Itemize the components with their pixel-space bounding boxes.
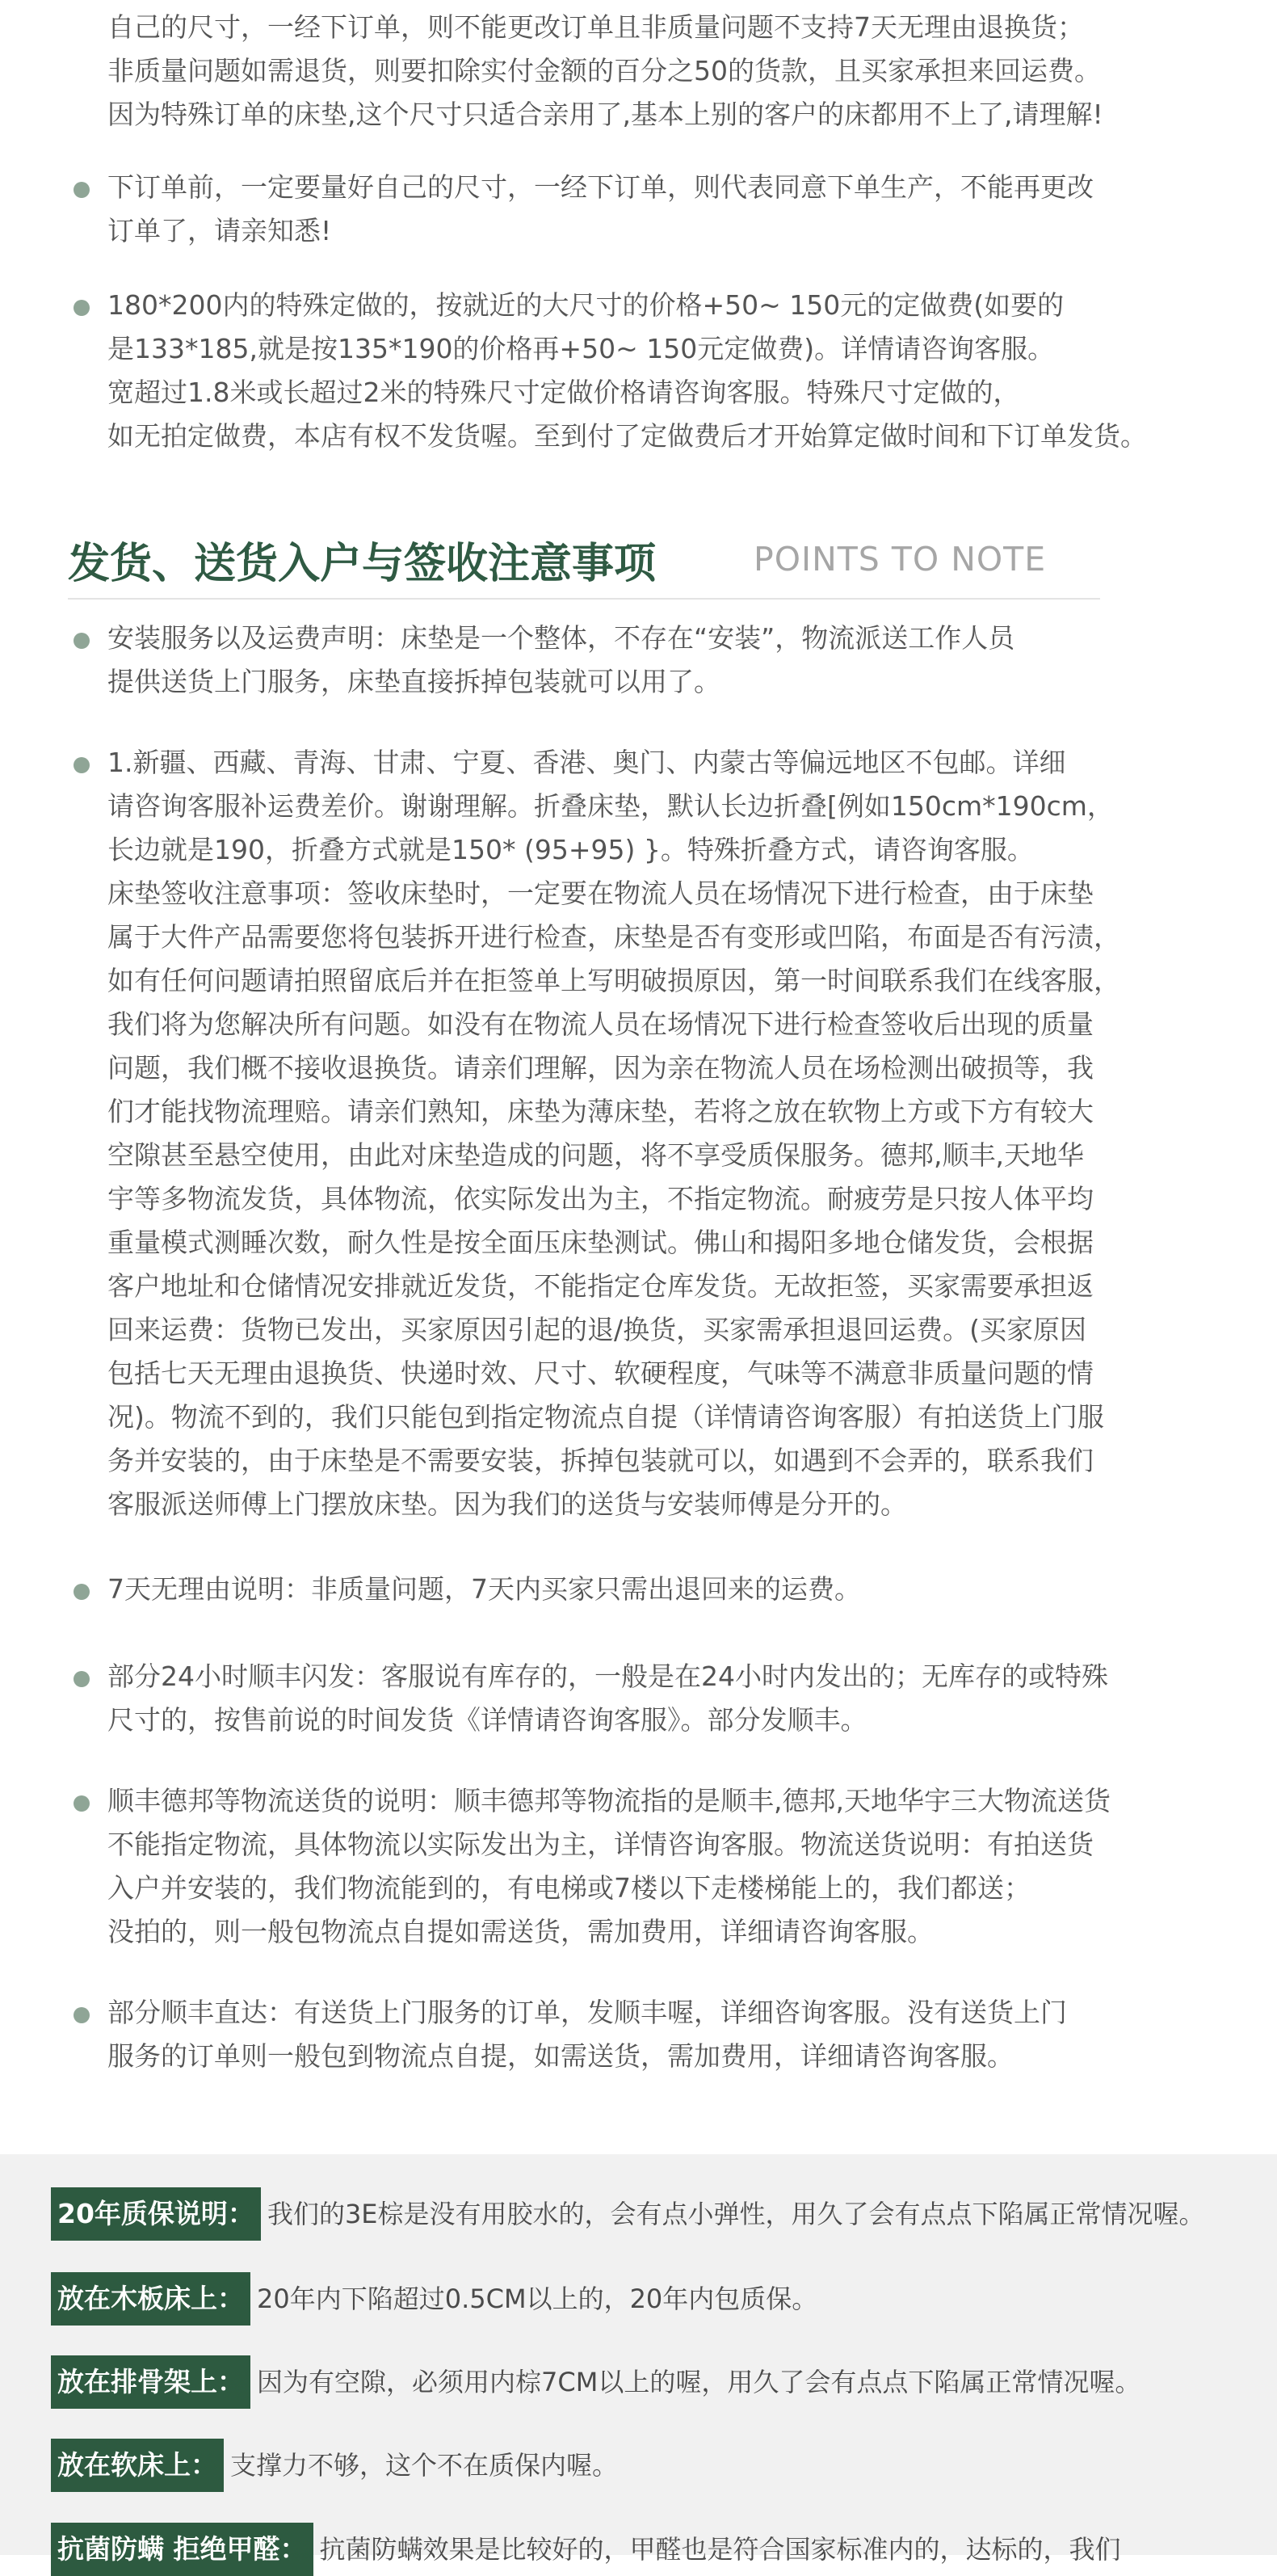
warranty-row [51, 2439, 618, 2492]
list-item-line: 宽超过1.8米或长超过2米的特殊尺寸定做价格请咨询客服。特殊尺寸定做的， [107, 377, 1020, 408]
warranty-text: 20年内下陷超过0.5CM以上的，20年内包质保。 [257, 2283, 818, 2314]
list-item-line: 顺丰德邦等物流送货的说明：顺丰德邦等物流指的是顺丰,德邦,天地华宇三大物流送货 [107, 1785, 1111, 1816]
list-item [107, 1655, 1262, 1742]
list-item-line: 我们将为您解决所有问题。如没有在物流人员在场情况下进行检查签收后出现的质量 [107, 1008, 1094, 1040]
list-item-line: 入户并安装的，我们物流能到的，有电梯或7楼以下走楼梯能上的，我们都送； [107, 1872, 1031, 1904]
bullet-dot-icon [74, 1795, 90, 1812]
intro-line: 非质量问题如需退货，则要扣除实付金额的百分之50的货款，且买家承担来回运费。 [107, 55, 1101, 86]
list-item-line: 不能指定物流，具体物流以实际发出为主，详情咨询客服。物流送货说明：有拍送货 [107, 1829, 1094, 1860]
list-item [107, 1991, 1262, 2078]
list-item-line: 客服派送师傅上门摆放床垫。因为我们的送货与安装师傅是分开的。 [107, 1488, 907, 1520]
list-item-line: 订单了，请亲知悉! [107, 215, 332, 246]
bullet-dot-icon [74, 1671, 90, 1687]
list-item-line: 部分24小时顺丰闪发：客服说有库存的，一般是在24小时内发出的；无库存的或特殊 [107, 1661, 1108, 1692]
bullet-dot-icon [74, 1584, 90, 1600]
list-item-line: 客户地址和仓储情况安排就近发货，不能指定仓库发货。无故拒签，买家需要承担返 [107, 1270, 1094, 1302]
list-item-line: 请咨询客服补运费差价。谢谢理解。折叠床垫，默认长边折叠[例如150cm*190cm， [107, 790, 1114, 822]
bullet-dot-icon [74, 2007, 90, 2023]
list-item-line: 属于大件产品需要您将包装拆开进行检查，床垫是否有变形或凹陷，布面是否有污渍， [107, 921, 1120, 953]
list-item-line: 务并安装的，由于床垫是不需要安装，拆掉包装就可以，如遇到不会弄的，联系我们 [107, 1445, 1094, 1476]
list-item [107, 1779, 1262, 1954]
list-item-line: 没拍的，则一般包物流点自提如需送货，需加费用，详细请咨询客服。 [107, 1916, 934, 1947]
warranty-text: 支撑力不够，这个不在质保内喔。 [230, 2450, 619, 2481]
list-item-line: 部分顺丰直达：有送货上门服务的订单，发顺丰喔，详细咨询客服。没有送货上门 [107, 1997, 1067, 2028]
warranty-label: 放在木板床上： [51, 2272, 250, 2326]
bullet-dot-icon [74, 182, 90, 198]
list-item-line: 是133*185,就是按135*190的价格再+50~ 150元定做费)。详情请咨询客服。 [107, 333, 1055, 364]
warranty-row [51, 2187, 1205, 2241]
warranty-text: 抗菌防螨效果是比较好的，甲醛也是符合国家标准内的，达标的，我们 [319, 2534, 1121, 2565]
list-item-line: 尺寸的，按售前说的时间发货《详情请咨询客服》。部分发顺丰。 [107, 1704, 867, 1736]
divider [68, 598, 1100, 600]
bullet-dot-icon [74, 757, 90, 773]
list-item-line: 况)。物流不到的，我们只能包到指定物流点自提（详情请咨询客服）有拍送货上门服 [107, 1401, 1104, 1433]
section-title: 发货、送货入户与签收注意事项 [68, 540, 657, 588]
bullet-dot-icon [74, 300, 90, 316]
list-item [107, 166, 1262, 253]
section-subtitle: POINTS TO NOTE [754, 540, 1047, 579]
intro-line: 自己的尺寸，一经下订单，则不能更改订单且非质量问题不支持7天无理由退换货； [107, 11, 1084, 43]
list-item [107, 1568, 1262, 1611]
warranty-row [51, 2272, 817, 2326]
list-item-line: 回来运费：货物已发出，买家原因引起的退/换货，买家需承担退回运费。(买家原因 [107, 1314, 1086, 1345]
list-item-line: 问题，我们概不接收退换货。请亲们理解，因为亲在物流人员在场检测出破损等，我 [107, 1052, 1094, 1084]
list-item-line: 下订单前，一定要量好自己的尺寸，一经下订单，则代表同意下单生产，不能再更改 [107, 171, 1094, 203]
list-item-line: 空隙甚至悬空使用，由此对床垫造成的问题，将不享受质保服务。德邦,顺丰,天地华 [107, 1139, 1084, 1171]
list-item [107, 284, 1262, 458]
warranty-row [51, 2355, 1140, 2409]
list-item [107, 741, 1262, 1526]
list-item-line: 如无拍定做费，本店有权不发货喔。至到付了定做费后才开始算定做时间和下订单发货。 [107, 420, 1147, 452]
intro-paragraph [107, 6, 1262, 137]
warranty-label: 抗菌防螨 拒绝甲醛： [51, 2523, 313, 2576]
list-item [107, 617, 1262, 704]
intro-line: 因为特殊订单的床垫,这个尺寸只适合亲用了,基本上别的客户的床都用不上了,请理解! [107, 99, 1103, 130]
list-item-line: 如有任何问题请拍照留底后并在拒签单上写明破损原因，第一时间联系我们在线客服， [107, 965, 1120, 996]
list-item-line: 1.新疆、西藏、青海、甘肃、宁夏、香港、奥门、内蒙古等偏远地区不包邮。详细 [107, 747, 1066, 778]
warranty-row [51, 2523, 1121, 2576]
warranty-text: 因为有空隙，必须用内棕7CM以上的喔，用久了会有点点下陷属正常情况喔。 [257, 2367, 1141, 2397]
list-item-line: 床垫签收注意事项：签收床垫时，一定要在物流人员在场情况下进行检查，由于床垫 [107, 878, 1094, 909]
list-item-line: 宇等多物流发货，具体物流，依实际发出为主，不指定物流。耐疲劳是只按人体平均 [107, 1183, 1094, 1214]
list-item-line: 180*200内的特殊定做的，按就近的大尺寸的价格+50~ 150元的定做费(如要的 [107, 289, 1065, 321]
list-item-line: 重量模式测睡次数，耐久性是按全面压床垫测试。佛山和揭阳多地仓储发货，会根据 [107, 1227, 1094, 1258]
warranty-label: 放在排骨架上： [51, 2355, 250, 2409]
list-item-line: 们才能找物流理赔。请亲们熟知，床垫为薄床垫，若将之放在软物上方或下方有较大 [107, 1096, 1094, 1127]
list-item-line: 长边就是190，折叠方式就是150* (95+95) }。特殊折叠方式，请咨询客服。 [107, 834, 1034, 865]
bullet-dot-icon [74, 633, 90, 649]
warranty-label: 放在软床上： [51, 2439, 224, 2492]
list-item-line: 服务的订单则一般包到物流点自提，如需送货，需加费用，详细请咨询客服。 [107, 2040, 1014, 2072]
list-item-line: 包括七天无理由退换货、快递时效、尺寸、软硬程度，气味等不满意非质量问题的情 [107, 1357, 1094, 1389]
list-item-line: 7天无理由说明：非质量问题，7天内买家只需出退回来的运费。 [107, 1573, 861, 1605]
list-item-line: 安装服务以及运费声明：床垫是一个整体，不存在“安装”，物流派送工作人员 [107, 622, 1015, 654]
warranty-text: 我们的3E棕是没有用胶水的，会有点小弹性，用久了会有点点下陷属正常情况喔。 [267, 2199, 1205, 2229]
warranty-label: 20年质保说明： [51, 2187, 261, 2241]
list-item-line: 提供送货上门服务，床垫直接拆掉包装就可以用了。 [107, 666, 720, 697]
